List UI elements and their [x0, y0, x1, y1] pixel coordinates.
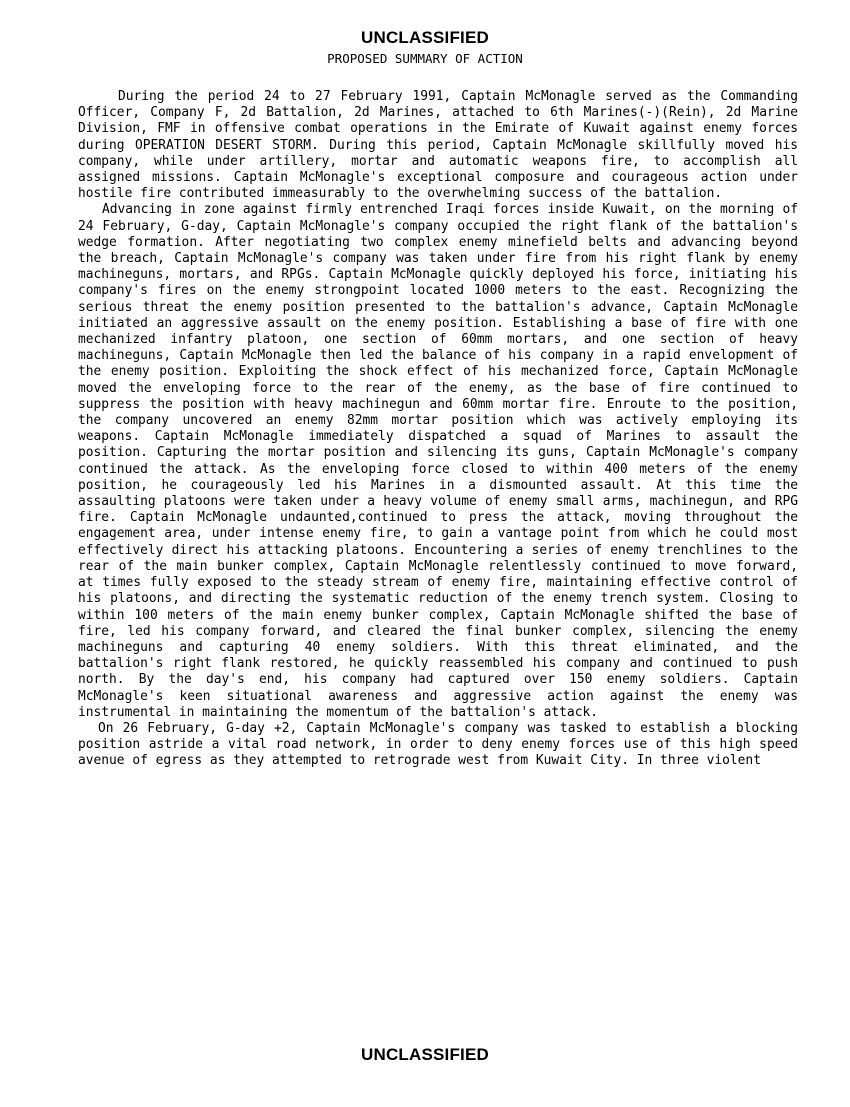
paragraph-1: During the period 24 to 27 February 1991, Captain McMonagle served as the Commanding Officer, Company F, 2d Battalion, 2d Marines, attached to 6th Marines(-)(Rein), 2d Marine Division, FMF in offensive combat operations in the Emirate of Kuwait against enemy forces during OPERATION DESERT STORM. During this period, Captain McMonagle skillfully moved his company, while under artillery, mortar and automatic weapons fire, to accomplish all assigned missions. Captain McMonagle's exceptional composure and courageous action under hostile fire contributed immeasurably to the overwhelming success of the battalion.: [78, 89, 798, 202]
paragraph-3: On 26 February, G-day +2, Captain McMonagle's company was tasked to establish a blocking position astride a vital road network, in order to deny enemy forces use of this high speed avenue of egress as they attempted to retrograde west from Kuwait City. In three violent: [78, 720, 798, 769]
document-body: [78, 89, 798, 770]
classification-header: UNCLASSIFIED: [360, 28, 490, 47]
document-title: PROPOSED SUMMARY OF ACTION: [327, 51, 523, 66]
classification-footer: UNCLASSIFIED: [360, 1045, 490, 1064]
paragraph-2: Advancing in zone against firmly entrenched Iraqi forces inside Kuwait, on the morning of 24 February, G-day, Captain McMonagle's company occupied the right flank of the battalion's wedge formation. After negotiating two complex enemy minefield belts and advancing beyond the breach, Captain McMonagle's company was taken under fire from his right flank by enemy machineguns, mortars, and RPGs. Captain McMonagle quickly deployed his force, initiating his company's fires on the enemy strongpoint located 1000 meters to the east. Recognizing the serious threat the enemy position presented to the battalion's advance, Captain McMonagle initiated an aggressive assault on the enemy position. Establishing a base of fire with one mechanized infantry platoon, one section of 60mm mortars, and one section of heavy machineguns, Captain McMonagle then led the balance of his company in a rapid envelopment of the enemy position. Exploiting the shock effect of his mechanized force, Captain McMonagle moved the enveloping force to the rear of the enemy, as the base of fire continued to suppress the position with heavy machinegun and 60mm mortar fire. Enroute to the position, the company uncovered an enemy 82mm mortar position which was actively employing its weapons. Captain McMonagle immediately dispatched a squad of Marines to assault the position. Capturing the mortar position and silencing its guns, Captain McMonagle's company continued the attack. As the enveloping force closed to within 400 meters of the enemy position, he courageously led his Marines in a dismounted assault. At this time the assaulting platoons were taken under a heavy volume of enemy small arms, machinegun, and RPG fire. Captain McMonagle undaunted,continued to press the attack, moving throughout the engagement area, under intense enemy fire, to gain a vantage point from which he could most effectively direct his attacking platoons. Encountering a series of enemy trenchlines to the rear of the main bunker complex, Captain McMonagle relentlessly continued to move forward, at times fully exposed to the steady stream of enemy fire, maintaining effective control of his platoons, and directing the systematic reduction of the enemy trench system. Closing to within 100 meters of the main enemy bunker complex, Captain McMonagle shifted the base of fire, led his company forward, and cleared the final bunker complex, silencing the enemy machineguns and capturing 40 enemy soldiers. With this threat eliminated, and the battalion's right flank restored, he quickly reassembled his company and continued to push north. By the day's end, his company had captured over 150 enemy soldiers. Captain McMonagle's keen situational awareness and aggressive action against the enemy was instrumental in maintaining the momentum of the battalion's attack.: [78, 202, 798, 720]
